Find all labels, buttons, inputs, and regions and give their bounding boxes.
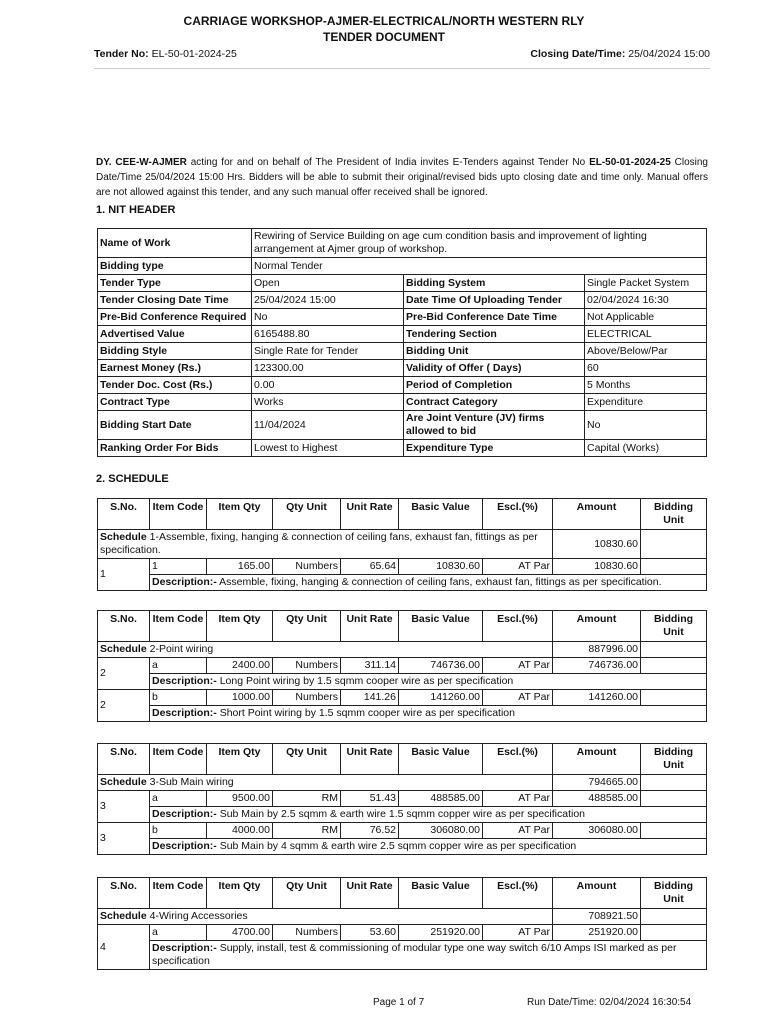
nit-label: Period of Completion xyxy=(404,377,585,394)
nit-label: Bidding type xyxy=(98,258,252,275)
item-amount: 488585.00 xyxy=(553,791,641,807)
schedule-title xyxy=(98,909,553,925)
nit-label: Expenditure Type xyxy=(404,440,585,457)
item-qty: 9500.00 xyxy=(207,791,273,807)
nit-value: No xyxy=(252,309,404,326)
nit-label: Tender Type xyxy=(98,275,252,292)
nit-row xyxy=(98,440,707,457)
nit-label: Pre-Bid Conference Required xyxy=(98,309,252,326)
schedule-bidding-unit xyxy=(641,775,707,791)
column-header: Escl.(%) xyxy=(483,499,553,530)
item-amount: 141260.00 xyxy=(553,690,641,706)
schedule-header-row xyxy=(98,878,707,909)
nit-row xyxy=(98,360,707,377)
item-qty: 1000.00 xyxy=(207,690,273,706)
item-qty-unit: RM xyxy=(273,823,341,839)
description-label: Description:- xyxy=(152,808,217,820)
nit-label: Advertised Value xyxy=(98,326,252,343)
item-row xyxy=(98,690,707,706)
description-text: Supply, install, test & commissioning of modular type one way switch 6/10 Amps ISI marked as per specification xyxy=(152,942,677,967)
schedule-total: 708921.50 xyxy=(553,909,641,925)
item-sno: 2 xyxy=(98,690,150,722)
column-header: Qty Unit xyxy=(273,611,341,642)
schedule-title xyxy=(98,530,553,559)
tender-info-line xyxy=(94,48,710,60)
item-sno: 3 xyxy=(98,791,150,823)
schedule-label: Schedule xyxy=(100,910,147,922)
nit-label: Bidding System xyxy=(404,275,585,292)
item-qty: 165.00 xyxy=(207,559,273,575)
item-code: b xyxy=(150,823,207,839)
nit-label: Contract Category xyxy=(404,394,585,411)
schedule-total: 10830.60 xyxy=(553,530,641,559)
column-header: Qty Unit xyxy=(273,744,341,775)
nit-header-heading: 1. NIT HEADER xyxy=(96,204,176,216)
column-header: Basic Value xyxy=(399,744,483,775)
description-label: Description:- xyxy=(152,675,217,687)
item-code: b xyxy=(150,690,207,706)
nit-row xyxy=(98,292,707,309)
closing-datetime xyxy=(530,48,710,60)
item-basic-value: 10830.60 xyxy=(399,559,483,575)
intro-authority: DY. CEE-W-AJMER xyxy=(96,157,187,168)
description-label: Description:- xyxy=(152,942,217,954)
item-description-row xyxy=(98,807,707,823)
nit-value: 11/04/2024 xyxy=(252,411,404,440)
item-unit-rate: 311.14 xyxy=(341,658,399,674)
column-header: Item Code xyxy=(150,611,207,642)
document-title: CARRIAGE WORKSHOP-AJMER-ELECTRICAL/NORTH WESTERN RLY xyxy=(183,14,585,28)
nit-label: Tendering Section xyxy=(404,326,585,343)
schedule-header-row xyxy=(98,744,707,775)
nit-row xyxy=(98,326,707,343)
column-header: Qty Unit xyxy=(273,878,341,909)
nit-label: Date Time Of Uploading Tender xyxy=(404,292,585,309)
item-code: a xyxy=(150,658,207,674)
column-header: S.No. xyxy=(98,611,150,642)
intro-paragraph xyxy=(96,155,708,200)
item-description xyxy=(150,575,707,591)
schedule-title-text: 3-Sub Main wiring xyxy=(149,776,234,788)
column-header: Item Qty xyxy=(207,878,273,909)
nit-value: ELECTRICAL xyxy=(585,326,707,343)
item-description xyxy=(150,839,707,855)
item-row xyxy=(98,658,707,674)
nit-value: Works xyxy=(252,394,404,411)
column-header: Item Code xyxy=(150,744,207,775)
closing-label: Closing Date/Time: xyxy=(530,48,626,60)
column-header: S.No. xyxy=(98,744,150,775)
column-header: Amount xyxy=(553,878,641,909)
nit-label: Validity of Offer ( Days) xyxy=(404,360,585,377)
item-basic-value: 488585.00 xyxy=(399,791,483,807)
item-amount: 746736.00 xyxy=(553,658,641,674)
column-header: Escl.(%) xyxy=(483,878,553,909)
nit-value: Not Applicable xyxy=(585,309,707,326)
schedule-total: 887996.00 xyxy=(553,642,641,658)
schedule-title-row xyxy=(98,642,707,658)
closing-value: 25/04/2024 15:00 xyxy=(628,48,710,60)
item-amount: 306080.00 xyxy=(553,823,641,839)
schedule-bidding-unit xyxy=(641,909,707,925)
column-header: Basic Value xyxy=(399,499,483,530)
item-unit-rate: 53.60 xyxy=(341,925,399,941)
nit-value: No xyxy=(585,411,707,440)
item-bidding-unit xyxy=(641,823,707,839)
run-datetime: Run Date/Time: 02/04/2024 16:30:54 xyxy=(527,997,692,1008)
document-subtitle: TENDER DOCUMENT xyxy=(323,30,445,44)
item-bidding-unit xyxy=(641,925,707,941)
tender-no-label: Tender No: xyxy=(94,48,149,60)
nit-label: Bidding Style xyxy=(98,343,252,360)
nit-value: Normal Tender xyxy=(252,258,707,275)
column-header: Amount xyxy=(553,499,641,530)
schedule-title xyxy=(98,642,553,658)
nit-value: 0.00 xyxy=(252,377,404,394)
description-label: Description:- xyxy=(152,707,217,719)
item-bidding-unit xyxy=(641,690,707,706)
column-header: Item Qty xyxy=(207,499,273,530)
item-sno: 4 xyxy=(98,925,150,970)
schedule-title-text: 1-Assemble, fixing, hanging & connection of ceiling fans, exhaust fan, fittings as per specification. xyxy=(100,531,538,556)
item-unit-rate: 141.26 xyxy=(341,690,399,706)
schedule-label: Schedule xyxy=(100,643,147,655)
nit-value: 60 xyxy=(585,360,707,377)
column-header: Item Code xyxy=(150,878,207,909)
nit-label: Name of Work xyxy=(98,229,252,258)
item-escalation: AT Par xyxy=(483,925,553,941)
nit-row xyxy=(98,377,707,394)
item-description-row xyxy=(98,674,707,690)
nit-row xyxy=(98,411,707,440)
item-qty: 4000.00 xyxy=(207,823,273,839)
item-escalation: AT Par xyxy=(483,823,553,839)
intro-tender-no: EL-50-01-2024-25 xyxy=(589,157,671,168)
schedule-title-row xyxy=(98,775,707,791)
schedule-title xyxy=(98,775,553,791)
item-basic-value: 746736.00 xyxy=(399,658,483,674)
item-bidding-unit xyxy=(641,559,707,575)
nit-value: Open xyxy=(252,275,404,292)
schedule-table xyxy=(97,610,707,722)
item-escalation: AT Par xyxy=(483,559,553,575)
item-basic-value: 251920.00 xyxy=(399,925,483,941)
nit-value: Above/Below/Par xyxy=(585,343,707,360)
column-header: Bidding Unit xyxy=(641,499,707,530)
schedule-table xyxy=(97,498,707,591)
item-qty-unit: Numbers xyxy=(273,559,341,575)
nit-table-body xyxy=(98,229,707,457)
item-qty: 2400.00 xyxy=(207,658,273,674)
schedule-label: Schedule xyxy=(100,531,147,543)
nit-row xyxy=(98,343,707,360)
description-text: Short Point wiring by 1.5 sqmm cooper wire as per specification xyxy=(219,707,515,719)
item-escalation: AT Par xyxy=(483,658,553,674)
nit-label: Bidding Start Date xyxy=(98,411,252,440)
nit-label: Tender Closing Date Time xyxy=(98,292,252,309)
nit-value: 25/04/2024 15:00 xyxy=(252,292,404,309)
nit-value: Capital (Works) xyxy=(585,440,707,457)
nit-label: Bidding Unit xyxy=(404,343,585,360)
column-header: Amount xyxy=(553,611,641,642)
item-basic-value: 141260.00 xyxy=(399,690,483,706)
description-text: Assemble, fixing, hanging & connection of ceiling fans, exhaust fan, fittings as per specification. xyxy=(219,576,662,588)
item-code: a xyxy=(150,791,207,807)
column-header: Unit Rate xyxy=(341,744,399,775)
item-row xyxy=(98,791,707,807)
nit-row xyxy=(98,394,707,411)
nit-row-name-of-work xyxy=(98,229,707,258)
schedule-table xyxy=(97,877,707,970)
nit-label: Contract Type xyxy=(98,394,252,411)
item-unit-rate: 76.52 xyxy=(341,823,399,839)
item-sno: 2 xyxy=(98,658,150,690)
nit-value: Lowest to Highest xyxy=(252,440,404,457)
item-description-row xyxy=(98,839,707,855)
column-header: Unit Rate xyxy=(341,611,399,642)
item-bidding-unit xyxy=(641,658,707,674)
nit-row-bidding-type xyxy=(98,258,707,275)
column-header: Unit Rate xyxy=(341,878,399,909)
item-qty-unit: Numbers xyxy=(273,690,341,706)
nit-value: 5 Months xyxy=(585,377,707,394)
schedule-header-row xyxy=(98,611,707,642)
item-qty-unit: Numbers xyxy=(273,658,341,674)
item-row xyxy=(98,823,707,839)
page-number: Page 1 of 7 xyxy=(373,997,425,1008)
schedule-title-text: 4-Wiring Accessories xyxy=(149,910,248,922)
nit-row xyxy=(98,309,707,326)
item-row xyxy=(98,559,707,575)
column-header: Bidding Unit xyxy=(641,611,707,642)
item-qty-unit: Numbers xyxy=(273,925,341,941)
nit-value: Single Packet System xyxy=(585,275,707,292)
header-divider xyxy=(94,68,710,69)
nit-label: Pre-Bid Conference Date Time xyxy=(404,309,585,326)
nit-label: Earnest Money (Rs.) xyxy=(98,360,252,377)
item-escalation: AT Par xyxy=(483,690,553,706)
column-header: Qty Unit xyxy=(273,499,341,530)
column-header: Amount xyxy=(553,744,641,775)
schedule-bidding-unit xyxy=(641,530,707,559)
item-description xyxy=(150,807,707,823)
item-row xyxy=(98,925,707,941)
column-header: S.No. xyxy=(98,878,150,909)
item-description xyxy=(150,674,707,690)
item-description xyxy=(150,706,707,722)
item-code: a xyxy=(150,925,207,941)
item-qty-unit: RM xyxy=(273,791,341,807)
item-amount: 10830.60 xyxy=(553,559,641,575)
item-escalation: AT Par xyxy=(483,791,553,807)
description-label: Description:- xyxy=(152,576,217,588)
schedule-title-text: 2-Point wiring xyxy=(149,643,214,655)
nit-value: 6165488.80 xyxy=(252,326,404,343)
nit-value: Expenditure xyxy=(585,394,707,411)
nit-value: 123300.00 xyxy=(252,360,404,377)
schedule-label: Schedule xyxy=(100,776,147,788)
intro-text-2: Closing Date/Time 25/04/2024 15:00 Hrs. Bidders will be able to submit their original/revised bids upto closing date and time only. Manual offers are not allowed against this tender, and any such manual offer received shall be ignored. xyxy=(96,157,708,198)
item-description-row xyxy=(98,941,707,970)
column-header: Basic Value xyxy=(399,878,483,909)
item-bidding-unit xyxy=(641,791,707,807)
item-unit-rate: 51.43 xyxy=(341,791,399,807)
column-header: Item Qty xyxy=(207,744,273,775)
column-header: Item Code xyxy=(150,499,207,530)
nit-label: Tender Doc. Cost (Rs.) xyxy=(98,377,252,394)
column-header: Item Qty xyxy=(207,611,273,642)
schedule-title-row xyxy=(98,530,707,559)
item-basic-value: 306080.00 xyxy=(399,823,483,839)
nit-label: Are Joint Venture (JV) firms allowed to bid xyxy=(404,411,585,440)
item-description-row xyxy=(98,575,707,591)
description-text: Sub Main by 2.5 sqmm & earth wire 1.5 sqmm copper wire as per specification xyxy=(219,808,586,820)
nit-row xyxy=(98,275,707,292)
schedule-total: 794665.00 xyxy=(553,775,641,791)
intro-text-1: acting for and on behalf of The President of India invites E-Tenders against Tender No xyxy=(186,157,590,168)
item-unit-rate: 65.64 xyxy=(341,559,399,575)
nit-value: Rewiring of Service Building on age cum condition basis and improvement of lighting arrangement at Ajmer group of workshop. xyxy=(252,229,707,258)
column-header: S.No. xyxy=(98,499,150,530)
schedule-heading: 2. SCHEDULE xyxy=(96,473,169,485)
tender-no-value: EL-50-01-2024-25 xyxy=(151,48,237,60)
nit-value: Single Rate for Tender xyxy=(252,343,404,360)
column-header: Bidding Unit xyxy=(641,878,707,909)
item-amount: 251920.00 xyxy=(553,925,641,941)
item-sno: 1 xyxy=(98,559,150,591)
column-header: Unit Rate xyxy=(341,499,399,530)
schedule-header-row xyxy=(98,499,707,530)
description-text: Sub Main by 4 sqmm & earth wire 2.5 sqmm copper wire as per specification xyxy=(219,840,577,852)
column-header: Bidding Unit xyxy=(641,744,707,775)
item-code: 1 xyxy=(150,559,207,575)
description-label: Description:- xyxy=(152,840,217,852)
schedule-table xyxy=(97,743,707,855)
schedule-title-row xyxy=(98,909,707,925)
column-header: Escl.(%) xyxy=(483,611,553,642)
item-description xyxy=(150,941,707,970)
item-qty: 4700.00 xyxy=(207,925,273,941)
column-header: Escl.(%) xyxy=(483,744,553,775)
nit-value: 02/04/2024 16:30 xyxy=(585,292,707,309)
schedule-bidding-unit xyxy=(641,642,707,658)
nit-label: Ranking Order For Bids xyxy=(98,440,252,457)
column-header: Basic Value xyxy=(399,611,483,642)
description-text: Long Point wiring by 1.5 sqmm cooper wire as per specification xyxy=(219,675,514,687)
item-description-row xyxy=(98,706,707,722)
nit-header-table xyxy=(97,228,707,457)
item-sno: 3 xyxy=(98,823,150,855)
